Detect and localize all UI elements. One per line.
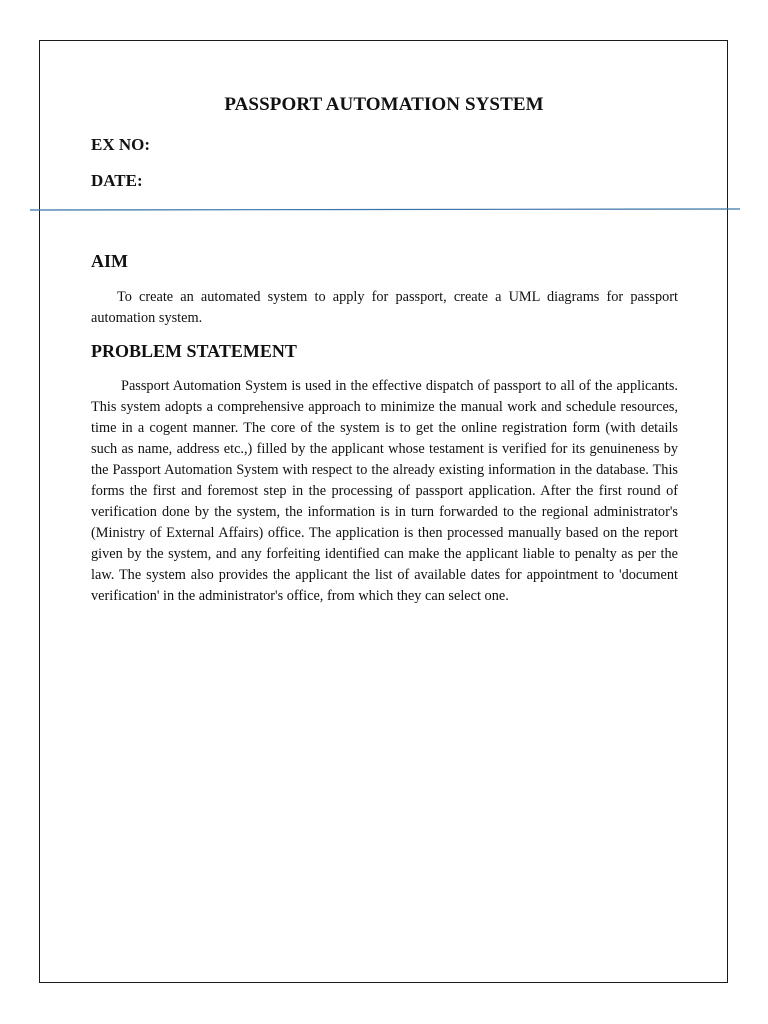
aim-heading: AIM <box>91 251 128 271</box>
problem-statement-text: Passport Automation System is used in the effective dispatch of passport to all of the applicants. This system adopts a comprehensive approach to minimize the manual work and schedule resources, time in a cogent manner. The core of the system is to get the online registration form (with details such as name, address etc.,) filled by the applicant whose testament is verified for its genuineness by the Passport Automation System with respect to the already existing information in the database. This forms the first and foremost step in the processing of passport application. After the first round of verification done by the system, the information is in turn forwarded to the regional administrator's (Ministry of External Affairs) office. The application is then processed manually based on the report given by the system, and any forfeiting identified can make the applicant liable to penalty as per the law. The system also provides the applicant the list of available dates for appointment to 'document verification' in the administrator's office, from which they can select one. <box>91 378 678 604</box>
aim-text: To create an automated system to apply for passport, create a UML diagrams for passport automation system. <box>91 289 678 326</box>
ex-no-label: EX NO: <box>91 135 151 154</box>
date-label: DATE: <box>91 171 143 190</box>
problem-statement-heading: PROBLEM STATEMENT <box>91 341 297 361</box>
header-rule-line <box>30 207 740 213</box>
document-title: PASSPORT AUTOMATION SYSTEM <box>224 94 544 115</box>
